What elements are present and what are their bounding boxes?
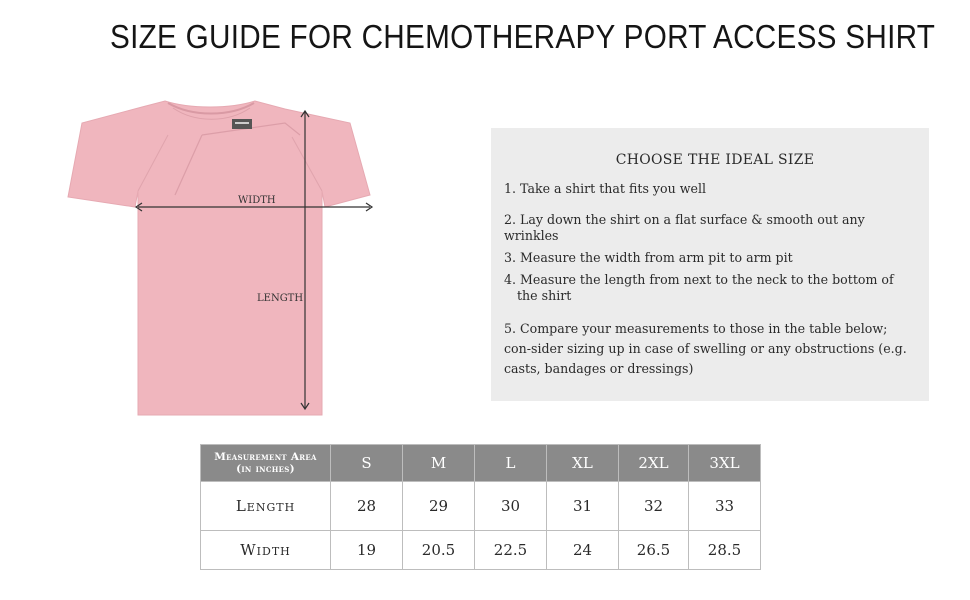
- width-label: WIDTH: [238, 195, 276, 206]
- size-header: S: [331, 445, 403, 482]
- instruction-step: 1. Take a shirt that fits you well: [504, 181, 707, 196]
- instruction-step-text: 4. Measure the length from next to the neck to the bottom of: [504, 272, 894, 287]
- table-row: [201, 482, 761, 531]
- measurement-area-label: Measurement Area: [214, 451, 317, 463]
- size-chart-table: [200, 444, 761, 570]
- instructions-list: [491, 181, 929, 379]
- size-header: 3XL: [689, 445, 761, 482]
- table-cell: 20.5: [403, 531, 475, 570]
- table-cell: 28.5: [689, 531, 761, 570]
- length-label: LENGTH: [257, 293, 304, 304]
- table-cell: 24: [547, 531, 619, 570]
- table-cell: 29: [403, 482, 475, 531]
- table-cell: 31: [547, 482, 619, 531]
- table-cell: 19: [331, 531, 403, 570]
- instruction-step: [504, 272, 917, 304]
- table-cell: 22.5: [475, 531, 547, 570]
- row-label: Length: [201, 482, 331, 531]
- measurement-area-header: [201, 445, 331, 482]
- size-instructions-panel: [491, 128, 929, 401]
- measurement-unit-label: (in inches): [236, 463, 295, 475]
- instruction-step: 2. Lay down the shirt on a flat surface & smooth out any wrinkles: [504, 212, 865, 243]
- table-row: [201, 531, 761, 570]
- table-cell: 28: [331, 482, 403, 531]
- table-header-row: [201, 445, 761, 482]
- table-cell: 30: [475, 482, 547, 531]
- shirt-body: [68, 101, 370, 415]
- instruction-step: 3. Measure the width from arm pit to arm pit: [504, 250, 793, 265]
- table-cell: 26.5: [619, 531, 689, 570]
- page-title: SIZE GUIDE FOR CHEMOTHERAPY PORT ACCESS SHIRT: [110, 18, 936, 55]
- instructions-heading: CHOOSE THE IDEAL SIZE: [615, 152, 815, 168]
- size-header: 2XL: [619, 445, 689, 482]
- instruction-step: 5. Compare your measurements to those in the table below; con-sider sizing up in case of swelling or any obstructions (e.g. casts, bandages or dressings): [504, 321, 907, 376]
- table-cell: 32: [619, 482, 689, 531]
- shirt-illustration: [60, 95, 400, 425]
- instruction-step-continuation: the shirt: [517, 288, 572, 303]
- table-cell: 33: [689, 482, 761, 531]
- size-header: L: [475, 445, 547, 482]
- size-header: M: [403, 445, 475, 482]
- row-label: Width: [201, 531, 331, 570]
- size-header: XL: [547, 445, 619, 482]
